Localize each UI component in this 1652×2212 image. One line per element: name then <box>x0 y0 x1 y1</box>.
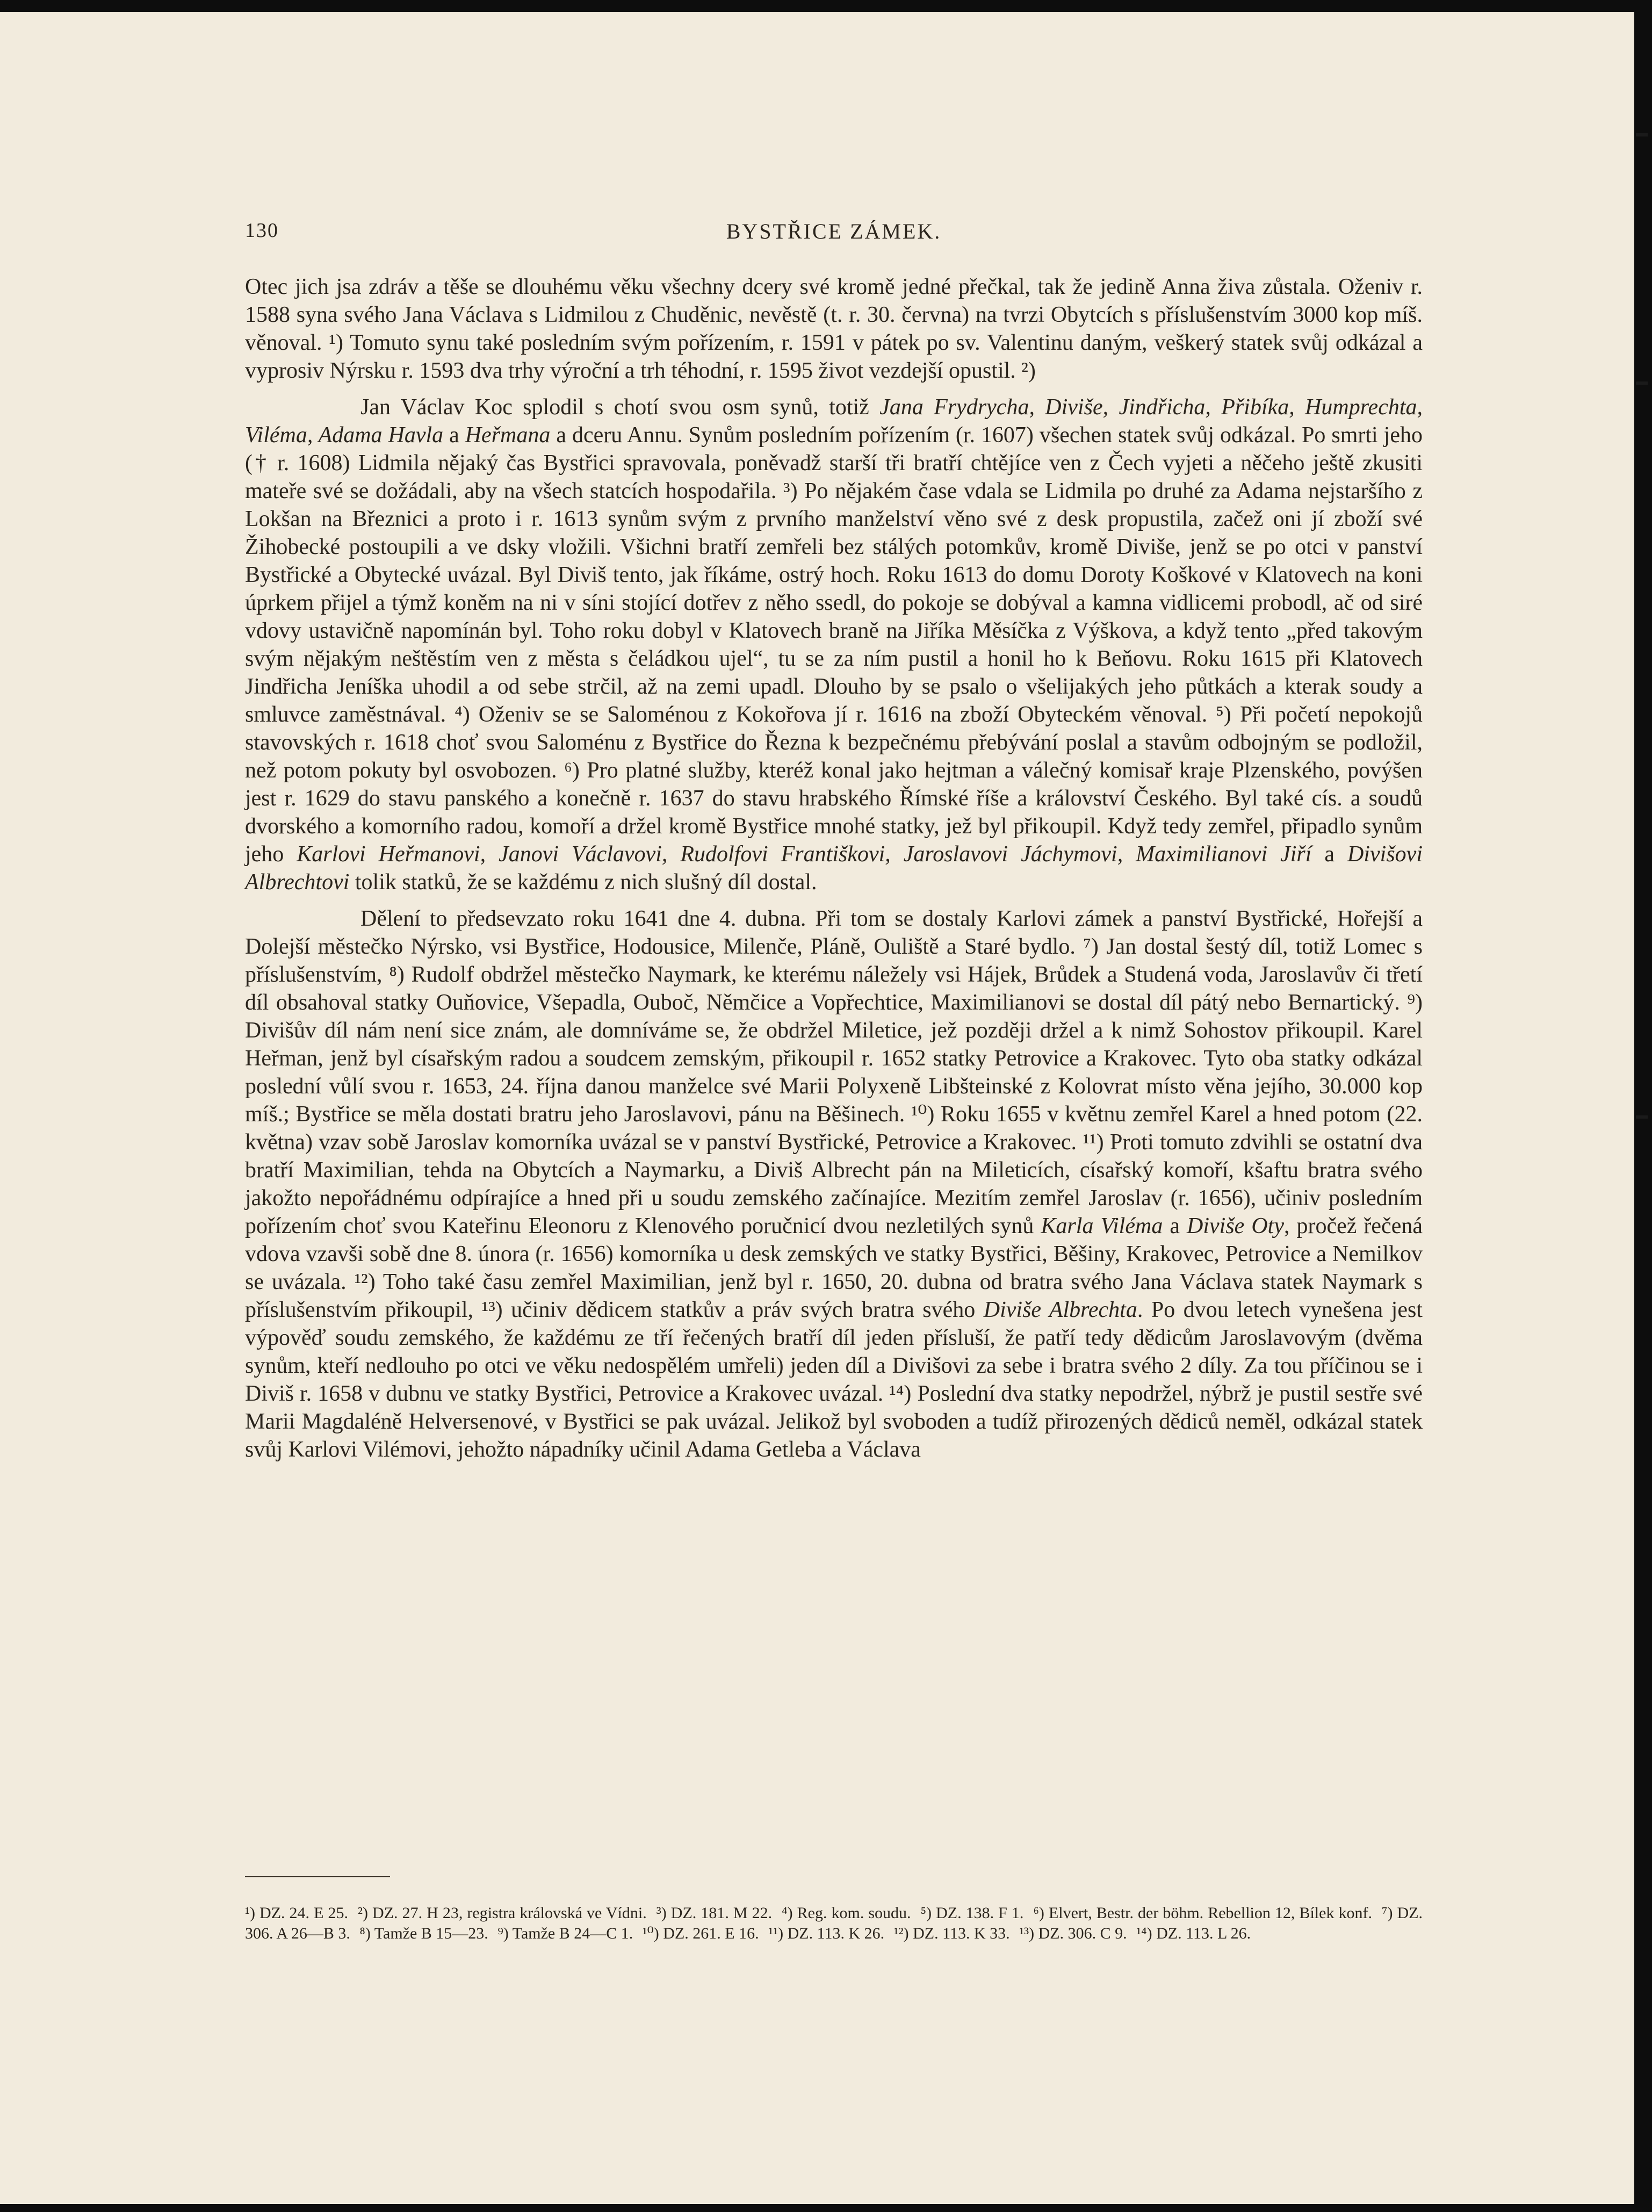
paragraph <box>245 393 1423 896</box>
footnote: ⁵) DZ. 138. F 1. <box>920 1904 1024 1922</box>
body-text <box>245 273 1423 1464</box>
footnote: ¹³) DZ. 306. C 9. <box>1019 1925 1127 1942</box>
italic-name-run: Divišovi Albrechtovi <box>245 842 1423 895</box>
italic-name-run: Diviše Oty <box>1187 1214 1284 1238</box>
scan-edge-mark <box>1636 1115 1648 1119</box>
footnote: ²) DZ. 27. H 23, registra královská ve Vídni. <box>358 1904 647 1922</box>
footnote: ⁴) Reg. kom. soudu. <box>782 1904 911 1922</box>
text-run: Otec jich jsa zdráv a těše se dlouhému věku všechny dcery své kromě jedné přečkal, tak že jedině Anna živa zůstala. Oženiv r. 1588 syna svého Jana Václava s Lidmilou z Chuděnic, nevěstě (t. r. 30. června) na tvrzi Obytcích s příslušenstvím 3000 kop míš. věnoval. ¹) Tomuto synu také posledním svým pořízením, r. 1591 v pátek po sv. Valentinu daným, veškerý statek svůj odkázal a vyprosiv Nýrsku r. 1593 dva trhy výroční a trh téhodní, r. 1595 život vezdejší opustil. ²) <box>245 275 1423 383</box>
text-run: tolik statků, že se každému z nich slušný díl dostal. <box>349 870 817 895</box>
footnote-rule <box>245 1876 390 1877</box>
footnote: ⁹) Tamže B 24—C 1. <box>497 1925 633 1942</box>
paragraph <box>245 905 1423 1464</box>
italic-name-run: Jana Frydrycha, Diviše, Jindřicha, Přibíka, Humprechta, Viléma, Adama Havla <box>245 395 1423 448</box>
running-title: BYSTŘICE ZÁMEK. <box>726 219 942 243</box>
footnote: ⁷) DZ. 306. A 26—B 3. <box>245 1904 1423 1942</box>
text-run: a dceru Annu. Synům posledním pořízením (r. 1607) všechen statek svůj odkázal. Po smrti jeho († r. 1608) Lidmila nějaký čas Bystřici spravovala, poněvadž starší tři bratří chtějíce ven z Čech vyjeti a něčeho ještě zkusiti mateře své se dožádali, aby na všech statcích hospodařila. ³) Po nějakém čase vdala se Lidmila po druhé za Adama nejstaršího z Lokšan na Březnici a proto i r. 1613 synům svým z prvního manželství věno své z desk propustila, začež oni jí zboží své Žihobecké postoupili a ve dsky vložili. Všichni bratří zemřeli bez stálých potomkův, kromě Diviše, jenž se po otci v panství Bystřické a Obytecké uvázal. Byl Diviš tento, jak říkáme, ostrý hoch. Roku 1613 do domu Doroty Koškové v Klatovech na koni úprkem přijel a týmž koněm na ni v síni stojící dotřev z něho ssedl, do pokoje se dobýval a kamna vidlicemi probodl, ač od siré vdovy ustavičně napomínán byl. Toho roku dobyl v Klatovech braně na Jiříka Měsíčka z Výškova, a když tento „před takovým svým nějakým neštěstím ven z města s čeládkou ujel“, tu se za ním pustil a honil ho k Beňovu. Roku 1615 při Klatovech Jindřicha Jeníška uhodil a od sebe strčil, až na zemi upadl. Dlouho by se psalo o všelijakých jeho půtkách a kterak soudy a smluvce zaměstnával. ⁴) Oženiv se se Saloménou z Kokořova jí r. 1616 na zboží Obyteckém věnoval. ⁵) Při početí nepokojů stavovských r. 1618 choť svou Saloménu z Bystřice do Řezna k bezpečnému přebývání poslal a stavům odbojným se podložil, než potom pokuty byl osvobozen. ⁶) Pro platné služby, kteréž konal jako hejtman a válečný komisař kraje Plzenského, povýšen jest r. 1629 do stavu panského a konečně r. 1637 do stavu hrabského Římské říše a království Českého. Byl také cís. a soudů dvorského a komorního radou, komoří a držel kromě Bystřice mnohé statky, jež byl přikoupil. Když tedy zemřel, připadlo synům jeho <box>245 423 1423 867</box>
footnote: ³) DZ. 181. M 22. <box>656 1904 773 1922</box>
footnotes <box>245 1903 1423 1944</box>
page-header <box>245 219 1423 251</box>
footnote: ¹²) DZ. 113. K 33. <box>893 1925 1010 1942</box>
text-run: a <box>443 423 465 448</box>
footnote: ¹⁴) DZ. 113. L 26. <box>1136 1925 1251 1942</box>
footnote: ¹¹) DZ. 113. K 26. <box>768 1925 885 1942</box>
footnote: ¹) DZ. 24. E 25. <box>245 1904 348 1922</box>
text-run: Dělení to předsevzato roku 1641 dne 4. dubna. Při tom se dostaly Karlovi zámek a panství Bystřické, Hořejší a Dolejší městečko Nýrsko, vsi Bystřice, Hodousice, Milenče, Pláně, Ouliště a Staré bydlo. ⁷) Jan dostal šestý díl, totiž Lomec s příslušenstvím, ⁸) Rudolf obdržel městečko Naymark, ke kterému náležely vsi Hájek, Brůdek a Studená voda, Jaroslavův či třetí díl obsahoval statky Ouňovice, Všepadla, Ouboč, Němčice a Vopřechtice, Maximilianovi se dostal díl pátý nebo Bernartický. ⁹) Divišův díl nám není sice znám, ale domníváme se, že obdržel Miletice, jež později držel a k nimž Sohostov přikoupil. Karel Heřman, jenž byl císařským radou a soudcem zemským, přikoupil r. 1652 statky Petrovice a Krakovec. Tyto oba statky odkázal poslední vůlí svou r. 1653, 24. října danou manželce své Marii Polyxeně Libšteinské z Kolovrat místo věna jejího, 30.000 kop míš.; Bystřice se měla dostati bratru jeho Jaroslavovi, pánu na Běšinech. ¹⁰) Roku 1655 v květnu zemřel Karel a hned potom (22. května) vzav sobě Jaroslav komorníka uvázal se v panství Bystřické, Petrovice a Krakovec. ¹¹) Proti tomuto zdvihli se ostatní dva bratří Maximilian, tehda na Obytcích a Naymarku, a Diviš Albrecht pán na Mileticích, císařský komoří, kšaftu bratra svého jakožto nepořádnému odpírajíce a hned při u soudu zemského začínajíce. Mezitím zemřel Jaroslav (r. 1656), učiniv posledním pořízením choť svou Kateřinu Eleonoru z Klenového poručnicí dvou nezletilých synů <box>245 906 1423 1238</box>
italic-name-run: Karla Viléma <box>1041 1214 1163 1238</box>
footnote: ⁸) Tamže B 15—23. <box>359 1925 488 1942</box>
footnote: ⁶) Elvert, Bestr. der böhm. Rebellion 12, Bílek konf. <box>1033 1904 1372 1922</box>
scan-edge-mark <box>1636 133 1648 136</box>
book-page <box>0 12 1634 2204</box>
scan-edge-mark <box>1636 381 1648 385</box>
text-run: Jan Václav Koc splodil s chotí svou osm synů, totiž <box>360 395 880 420</box>
text-run: , pročež řečená vdova vzavši sobě dne 8. února (r. 1656) komorníka u desk zemských ve statky Bystřici, Běšiny, Krakovec, Petrovice a Nemilkov se uvázala. ¹²) Toho také času zemřel Maximilian, jenž byl r. 1650, 20. dubna od bratra svého Jana Václava statek Naymark s příslušenstvím přikoupil, ¹³) učiniv dědicem statkův a práv svých bratra svého <box>245 1214 1423 1322</box>
page-number: 130 <box>245 219 279 242</box>
text-run: a <box>1163 1214 1187 1238</box>
paragraph <box>245 273 1423 385</box>
text-run: . Po dvou letech vynešena jest výpověď soudu zemského, že každému ze tří řečených bratří díl jeden přísluší, že patří tedy dědicům Jaroslavovým (dvěma synům, kteří nedlouho po otci ve věku nedospělém umřeli) jeden díl a Divišovi za sebe i bratra svého 2 díly. Za tou příčinou se i Diviš r. 1658 v dubnu ve statky Bystřici, Petrovice a Krakovec uvázal. ¹⁴) Poslední dva statky nepodržel, nýbrž je pustil sestře své Marii Magdaléně Helversenové, v Bystřici se pak uvázal. Jelikož byl svoboden a tudíž přirozených dědiců neměl, odkázal statek svůj Karlovi Vilémovi, jehožto nápadníky učinil Adama Getleba a Václava <box>245 1298 1423 1462</box>
italic-name-run: Heřmana <box>465 423 551 448</box>
text-run: a <box>1311 842 1348 867</box>
italic-name-run: Karlovi Heřmanovi, Janovi Václavovi, Rudolfovi Františkovi, Jaroslavovi Jáchymovi, Maximilianovi Jiří <box>297 842 1312 867</box>
italic-name-run: Diviše Albrechta <box>983 1298 1137 1322</box>
footnote: ¹⁰) DZ. 261. E 16. <box>642 1925 759 1942</box>
